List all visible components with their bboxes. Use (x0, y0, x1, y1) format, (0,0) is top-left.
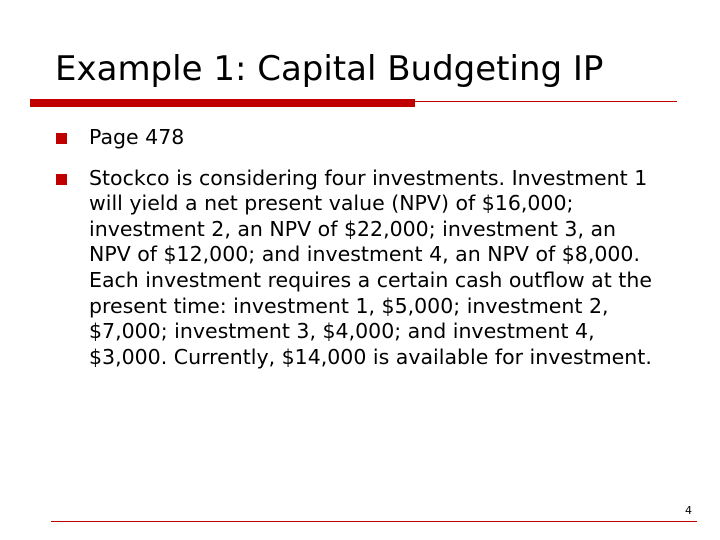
square-bullet-icon (56, 174, 67, 185)
title-underline-thin (415, 101, 677, 102)
bullet-list (56, 125, 656, 385)
page-number: 4 (685, 504, 692, 517)
square-bullet-icon (56, 133, 67, 144)
slide-title: Example 1: Capital Budgeting IP (55, 49, 604, 89)
bullet-text: Page 478 (89, 125, 185, 149)
bullet-item-problem (56, 166, 656, 371)
bullet-text: Stockco is considering four investments. Investment 1 will yield a net present value (NPV) of $16,000; investment 2, an NPV of $22,000; investment 3, an NPV of $12,000; and investment 4, an NPV of $8,000. Each investment requires a certain cash outflow at the present time: investment 1, $5,000; investment 2, $7,000; investment 3, $4,000; and investment 4, $3,000. Currently, $14,000 is available for investment. (89, 165, 652, 369)
footer-divider (51, 521, 697, 522)
bullet-item-page (56, 125, 656, 151)
title-underline-thick (30, 99, 415, 107)
